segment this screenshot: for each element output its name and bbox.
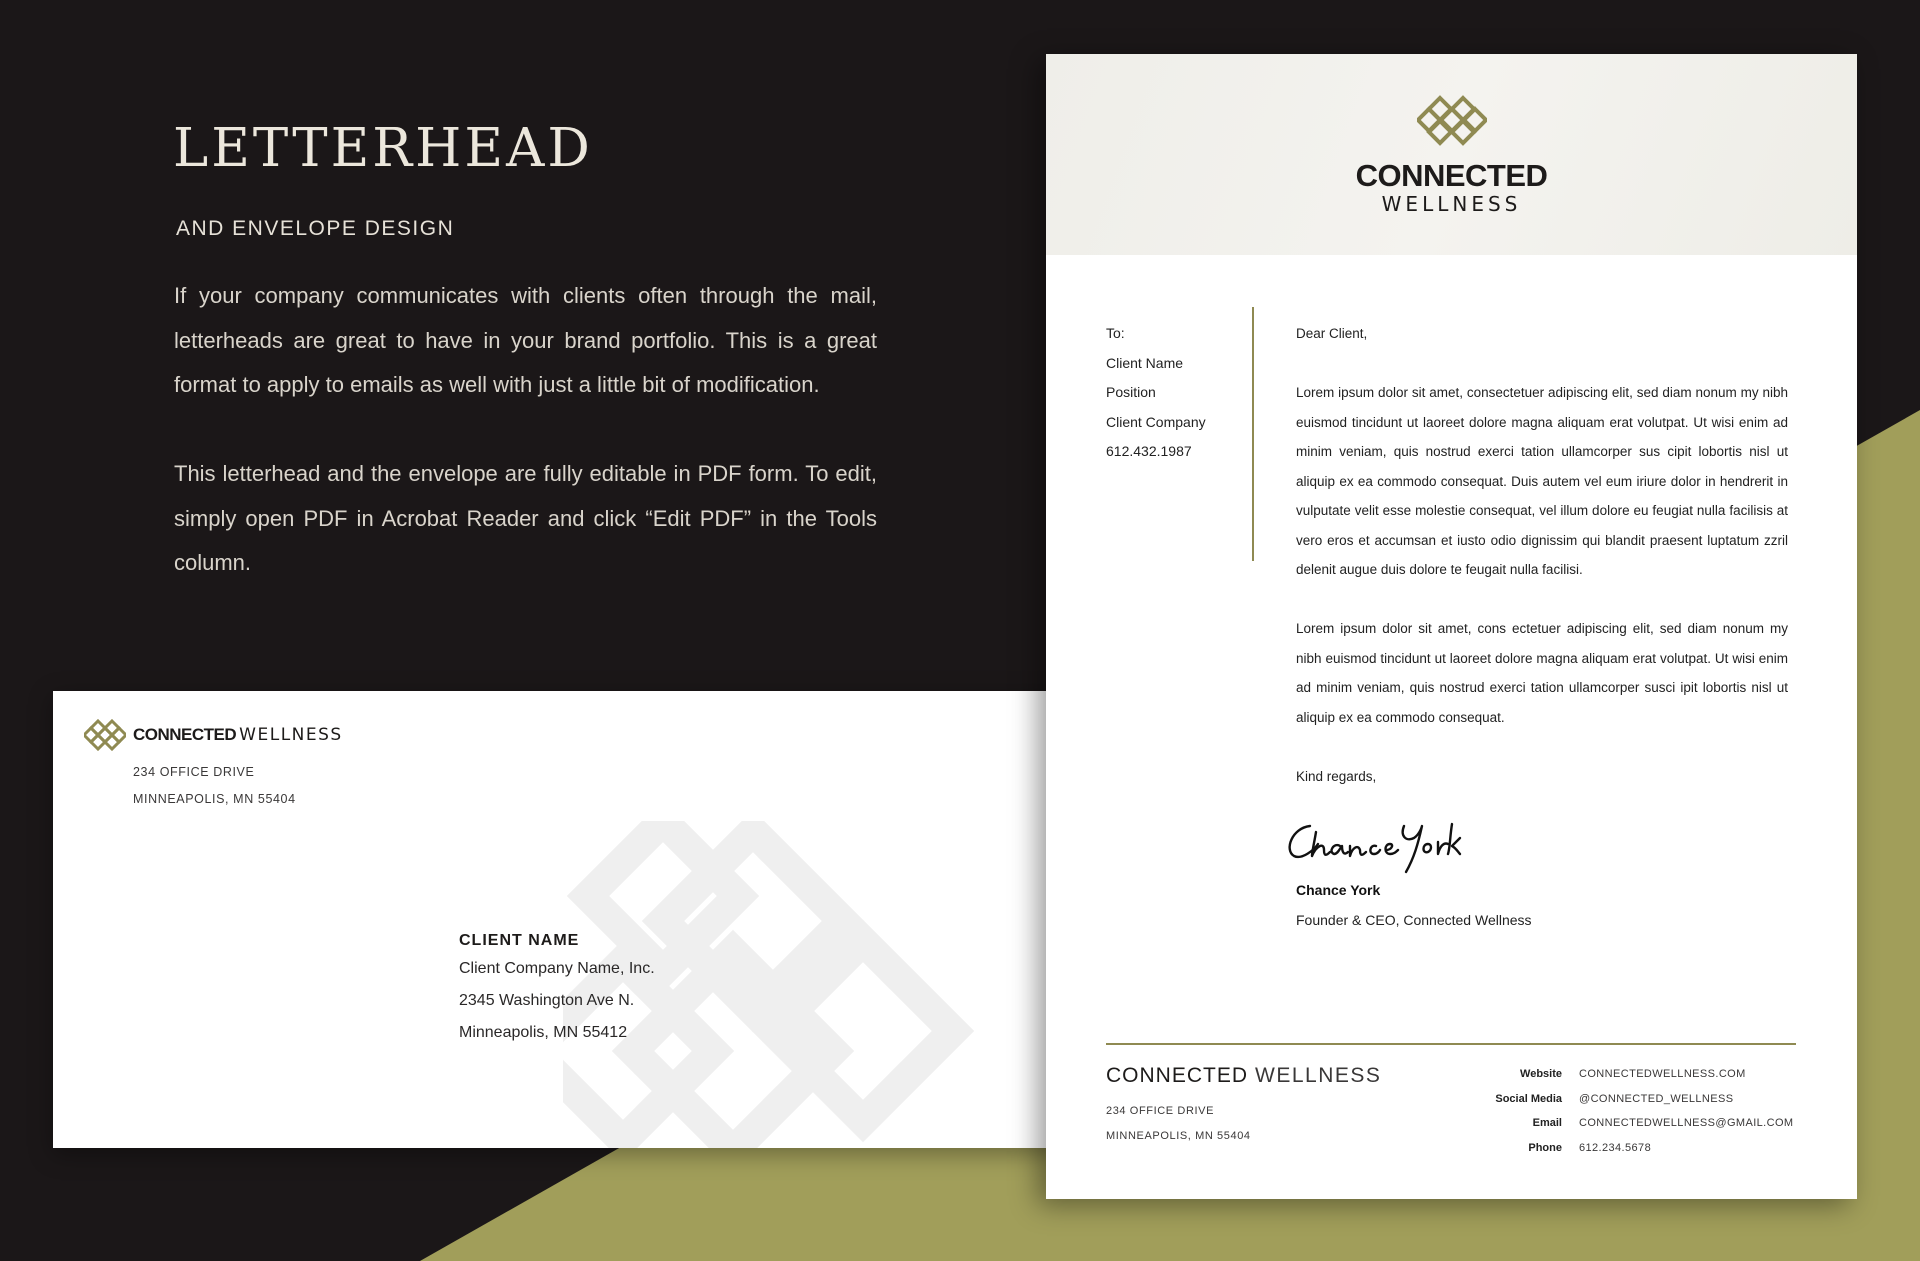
letterhead-mockup <box>1046 54 1857 1199</box>
signer-name: Chance York <box>1296 882 1381 898</box>
to-position: Position <box>1106 384 1156 400</box>
return-city: MINNEAPOLIS, MN 55404 <box>133 792 296 806</box>
contact-label: Phone <box>1528 1141 1562 1154</box>
letter-closing: Kind regards, <box>1296 768 1377 784</box>
knot-logo-icon <box>1417 95 1487 151</box>
knot-logo-icon <box>84 719 126 751</box>
contact-value: CONNECTEDWELLNESS@GMAIL.COM <box>1579 1117 1794 1129</box>
footer-divider <box>1106 1043 1796 1045</box>
to-phone: 612.432.1987 <box>1106 443 1192 459</box>
brand-wordmark-wellness: WELLNESS <box>1381 192 1522 216</box>
signer-block <box>1296 875 1532 935</box>
return-address <box>133 759 296 813</box>
handwritten-signature <box>1282 810 1462 874</box>
footer-brand-wellness: WELLNESS <box>1255 1064 1382 1087</box>
return-street: 234 OFFICE DRIVE <box>133 765 255 779</box>
envelope-brand <box>84 719 343 751</box>
to-label: To: <box>1106 325 1125 341</box>
page-title: LETTERHEAD <box>173 118 593 179</box>
contact-label: Social Media <box>1495 1092 1562 1105</box>
contact-label: Email <box>1532 1117 1562 1129</box>
recipient-name: CLIENT NAME <box>459 932 580 949</box>
contact-label: Website <box>1520 1068 1562 1080</box>
signer-title: Founder & CEO, Connected Wellness <box>1296 912 1532 928</box>
letter-paragraph: Lorem ipsum dolor sit amet, cons ectetuer adipiscing elit, sed diam nonum my nibh euismod tincidunt ut laoreet dolore magna aliquam erat volutpat. Ut wisi enim ad minim veniam, quis nostrud exerci tation ullamcorper susci ipit lobortis nisl ut aliquip ex ea commodo consequat. <box>1296 621 1788 725</box>
contact-value: 612.234.5678 <box>1579 1141 1652 1154</box>
recipient-city: Minneapolis, MN 55412 <box>459 1024 628 1041</box>
intro-paragraph: This letterhead and the envelope are fully editable in PDF form. To edit, simply open PDF in Acrobat Reader and click “Edit PDF” in the Tools column. <box>174 461 877 575</box>
contact-row-website <box>1376 1062 1796 1087</box>
footer-street: 234 OFFICE DRIVE <box>1106 1105 1215 1117</box>
recipient-address <box>459 929 655 1049</box>
brand-wordmark-wellness: WELLNESS <box>239 725 343 745</box>
page-subtitle: AND ENVELOPE DESIGN <box>176 217 455 240</box>
letter-greeting: Dear Client, <box>1296 326 1368 341</box>
contact-row-social <box>1376 1087 1796 1112</box>
to-company: Client Company <box>1106 413 1206 430</box>
vertical-divider <box>1252 307 1254 561</box>
contact-row-phone <box>1376 1136 1796 1161</box>
contact-row-email <box>1376 1111 1796 1136</box>
brand-wordmark-connected: CONNECTED <box>1355 158 1548 193</box>
footer-brand <box>1106 1064 1381 1088</box>
recipient-company: Client Company Name, Inc. <box>459 960 655 977</box>
letter-paragraph: Lorem ipsum dolor sit amet, consectetuer adipiscing elit, sed diam nonum my nibh euismod tincidunt ut laoreet dolore magna aliquam erat volutpat. Ut wisi enim ad minim veniam, quis nostrud exerci tation ullamcorper sus cipit lobortis nisl ut aliquip ex ea commodo consequat. Duis autem vel eum iriure dolor in hendrerit in vulputate velit esse molestie consequat, vel illum dolore eu feugiat nulla facilisis at vero eros et accumsan et iusto odio dignissim qui blandit praesent luptatum zzril delenit augue duis dolore te feugait nulla facilisi. <box>1296 385 1788 577</box>
letter-body <box>1296 319 1788 791</box>
to-name: Client Name <box>1106 354 1184 371</box>
footer-address <box>1106 1099 1251 1149</box>
contact-value: @CONNECTED_WELLNESS <box>1579 1092 1734 1105</box>
contact-value: CONNECTEDWELLNESS.COM <box>1579 1068 1746 1080</box>
footer-brand-connected: CONNECTED <box>1106 1064 1249 1087</box>
brand-wordmark-connected: CONNECTED <box>133 725 237 744</box>
letterhead-header <box>1046 54 1857 255</box>
recipient-block <box>1106 319 1206 467</box>
footer-city: MINNEAPOLIS, MN 55404 <box>1106 1130 1251 1142</box>
intro-paragraph: If your company communicates with clients often through the mail, letterheads are great to have in your brand portfolio. This is a great format to apply to emails as well with just a little bit of modification. <box>174 283 877 397</box>
recipient-street: 2345 Washington Ave N. <box>459 992 635 1009</box>
envelope-mockup <box>53 691 1063 1148</box>
footer-contacts <box>1376 1062 1796 1160</box>
